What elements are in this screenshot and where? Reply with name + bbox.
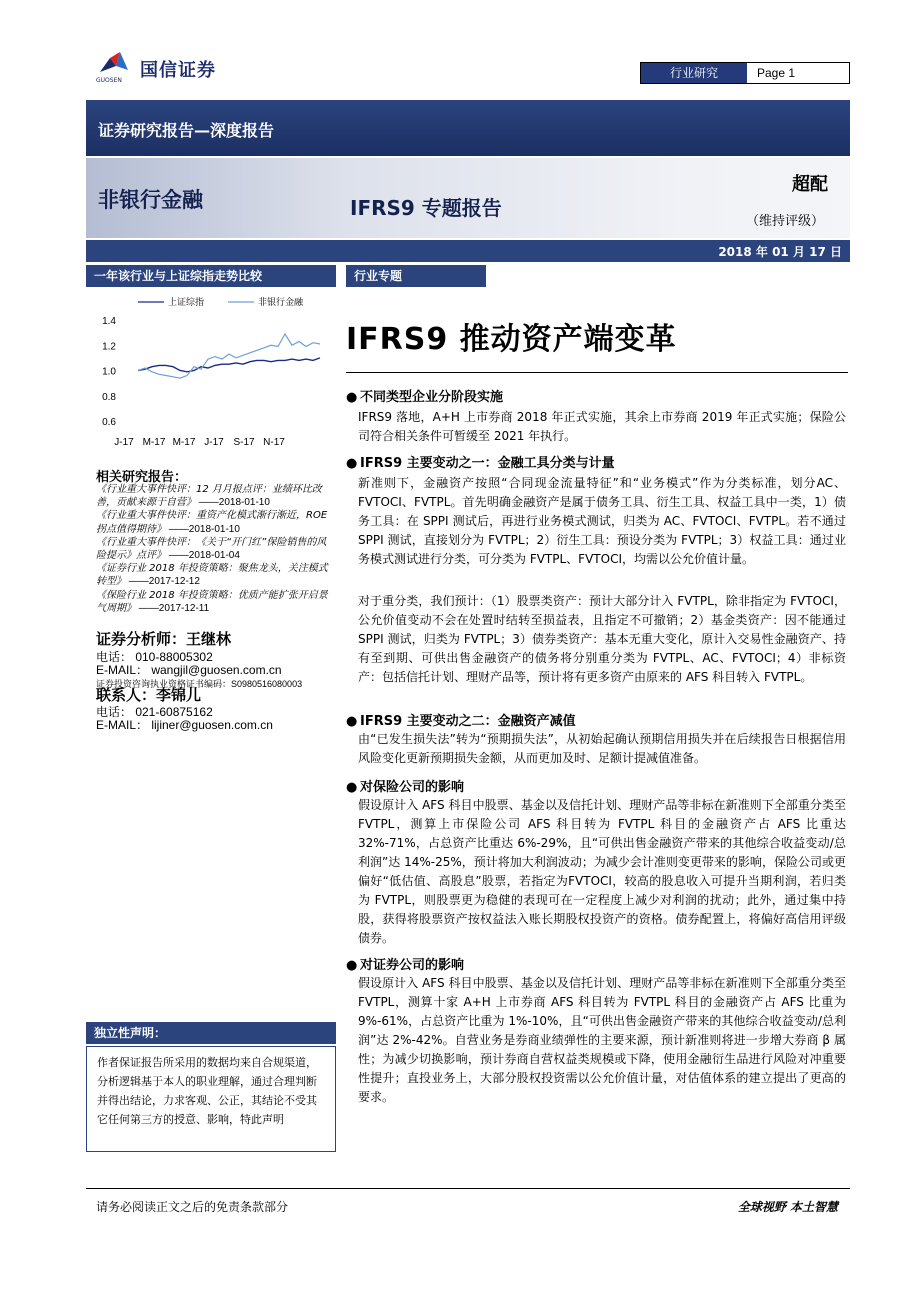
- related-report-title: 《证券行业 2018 年投资策略：聚焦龙头，关注模式转型》: [96, 563, 328, 588]
- x-tick-label: S-17: [233, 437, 255, 448]
- headline: IFRS9 推动资产端变革: [346, 322, 677, 357]
- legend-label: 非银行金融: [258, 298, 304, 308]
- footer-slogan: 全球视野 本土智慧: [737, 1200, 838, 1214]
- chart-title: 一年该行业与上证综指走势比较: [86, 265, 336, 287]
- y-tick-label: 1.2: [102, 341, 116, 353]
- related-report-title: 《行业重大事件快评：《关于“开门红”保险销售的风险提示》点评》: [96, 536, 327, 562]
- related-report-date: ——2018-01-04: [166, 550, 240, 562]
- section-paragraph: 新准则下，金融资产按照“合同现金流量特征”和“业务模式”作为分类标准，划分AC、FVTOCI、FVTPL。首先明确金融资产是属于债务工具、衍生工具、权益工具中一类，1）债务工具：在 SPPI 测试后，再进行业务模式测试，归类为 AC、FVTOCI、FVTPL。若不通过 SPPI 测试，直接划分为 FVTPL；2）衍生工具：预设分类为 FVTPL；3）权益工具：通过业务模式测试进行分类，可分类为 FVTPL、FVTOCI，均需以公允价值计量。: [358, 476, 846, 566]
- section-paragraph: 对于重分类，我们预计：（1）股票类资产：预计大部分计入 FVTPL，除非指定为 FVTOCI，公允价值变动不会在处置时结转至损益表，且指定不可撤销；2）基金类资产：因不能通过 SPPI 测试，归类为 FVTPL；3）债券类资产：基本无重大变化，原计入交易性金融资产、持有至到期、可供出售金融资产的债务将分别重分类为 FVTPL、AC、FVTOCI；4）非标资产：包括信托计划、理财产品等，预计将有更多资产由原来的 AFS 科目转入 FVTPL。: [358, 594, 846, 684]
- sector-name: 非银行金融: [98, 188, 203, 212]
- related-report-item[interactable]: [96, 509, 336, 535]
- bullet-icon: ●: [346, 780, 358, 795]
- contact-line: [96, 688, 346, 702]
- page-info-box: [640, 62, 850, 84]
- contact-phone: 电话： 021-60875162: [96, 705, 213, 719]
- report-type-band: [86, 100, 850, 156]
- related-report-date: ——2017-12-12: [126, 576, 200, 588]
- series-line-sse: [138, 358, 320, 372]
- section-title: 不同类型企业分阶段实施: [360, 390, 504, 405]
- report-category: 行业研究: [641, 63, 747, 83]
- related-report-date: ——2018-01-10: [166, 523, 240, 535]
- legend-label: 上证综指: [168, 298, 205, 308]
- related-reports-list: [96, 483, 336, 615]
- y-tick-label: 0.6: [102, 417, 116, 428]
- section-heading: [346, 954, 464, 973]
- company-logo: [96, 48, 246, 88]
- related-report-item[interactable]: [96, 589, 336, 615]
- analyst-label: 证券分析师：: [96, 630, 187, 648]
- section-title: 对证券公司的影响: [360, 958, 465, 973]
- x-tick-label: J-17: [204, 437, 224, 448]
- contact-label: 联系人：: [96, 686, 157, 704]
- logo-sub: GUOSEN: [96, 77, 122, 84]
- related-report-title: 《保险行业 2018 年投资策略：优质产能扩张开启景气周期》: [96, 589, 328, 614]
- report-date: 2018 年 01 月 17 日: [718, 245, 842, 259]
- footer-divider: [86, 1188, 850, 1189]
- report-title: IFRS9 专题报告: [350, 196, 502, 220]
- related-report-item[interactable]: [96, 483, 336, 509]
- analyst-line: [96, 632, 346, 646]
- section-title: IFRS9 主要变动之二：金融资产减值: [360, 714, 576, 729]
- y-tick-label: 1.4: [102, 316, 116, 327]
- analyst-name: 王继林: [186, 630, 232, 648]
- section-title: 对保险公司的影响: [360, 780, 465, 795]
- x-tick-label: J-17: [114, 437, 134, 448]
- related-report-title: 《行业重大事件快评：12 月月报点评：业绩环比改善，贡献来源于自营》: [96, 484, 322, 509]
- bullet-icon: ●: [346, 958, 358, 973]
- contact-email[interactable]: E-MAIL： lijiner@guosen.com.cn: [96, 718, 273, 732]
- section-heading: [346, 710, 576, 729]
- x-tick-label: N-17: [263, 437, 285, 448]
- related-report-date: ——2017-12-11: [136, 602, 210, 614]
- footer-disclaimer: 请务必阅读正文之后的免责条款部分: [96, 1200, 289, 1214]
- report-type: 证券研究报告—深度报告: [98, 121, 275, 140]
- x-tick-label: M-17: [142, 437, 166, 448]
- disclaimer-title: 独立性声明：: [86, 1022, 336, 1044]
- bullet-icon: ●: [346, 390, 358, 405]
- section-title: IFRS9 主要变动之一：金融工具分类与计量: [360, 456, 615, 471]
- headline-divider: [346, 372, 848, 373]
- y-tick-label: 0.8: [102, 391, 116, 403]
- section-heading: [346, 452, 615, 471]
- analyst-cert: 证券投资咨询执业资格证书编码：S0980516080003: [96, 679, 303, 689]
- analyst-email[interactable]: E-MAIL： wangjil@guosen.com.cn: [96, 663, 282, 677]
- section-paragraph: 假设原计入 AFS 科目中股票、基金以及信托计划、理财产品等非标在新准则下全部重分类至 FVTPL，测算十家 A+H 上市券商 AFS 科目转为 FVTPL 科目的金融资产占 AFS 比重为 9%-61%，占总资产比重为 1%-10%，且“可供出售金融资产带来的其他综合收益变动/总利润”达 2%-42%。自营业务是券商业绩弹性的主要来源，预计新准则将进一步增大券商 β 属性；为减少切换影响，预计券商自营权益类规模或下降，使用金融衍生品进行风险对冲重要性提升；直投业务上，大部分股权投资需以公允价值计量，对估值体系的建立提出了更高的要求。: [358, 976, 846, 1104]
- related-reports-title: 相关研究报告：: [96, 470, 188, 485]
- series-line-sector: [138, 334, 320, 378]
- contact-name: 李锦儿: [156, 686, 202, 704]
- section-paragraph: IFRS9 落地，A+H 上市券商 2018 年正式实施，其余上市券商 2019 年正式实施；保险公司符合相关条件可暂缓至 2021 年执行。: [358, 410, 846, 443]
- related-report-title: 《行业重大事件快评：重资产化模式渐行渐近，ROE 拐点值得期待》: [96, 510, 328, 535]
- rating: 超配: [792, 174, 828, 195]
- x-tick-label: M-17: [172, 437, 196, 448]
- rating-note: （维持评级）: [745, 214, 824, 229]
- bullet-icon: ●: [346, 714, 358, 729]
- section-paragraph: 由“已发生损失法”转为“预期损失法”，从初始起确认预期信用损失并在后续报告日根据信用风险变化更新预期损失金额，从而更加及时、足额计提减值准备。: [358, 732, 846, 765]
- section-heading: [346, 776, 464, 795]
- related-report-item[interactable]: [96, 536, 336, 562]
- page-number: Page 1: [757, 66, 796, 80]
- date-band: [86, 240, 850, 262]
- bullet-icon: ●: [346, 456, 358, 471]
- disclaimer-text: 作者保证报告所采用的数据均来自合规渠道，分析逻辑基于本人的职业理解，通过合理判断并得出结论，力求客观、公正，其结论不受其它任何第三方的授意、影响，特此声明: [86, 1046, 336, 1152]
- y-tick-label: 1.0: [102, 366, 116, 378]
- report-tag: 行业专题: [346, 265, 486, 287]
- section-paragraph: 假设原计入 AFS 科目中股票、基金以及信托计划、理财产品等非标在新准则下全部重分类至 FVTPL，测算上市保险公司 AFS 科目转为 FVTPL 科目的金融资产占 AFS 比重达 32%-71%，占总资产比重达 6%-29%，且“可供出售金融资产带来的其他综合收益变动/总利润”达 14%-25%，预计将加大利润波动；为减少会计准则变更带来的影响，保险公司或更偏好“低估值、高股息”股票，若指定为FVTOCI，较高的股息收入可提升当期利润，若归类为 FVTPL，则股票更为稳健的表现可在一定程度上减少对利润的扰动；此外，通过集中持股，获得将股票资产按权益法入账长期股权投资产的资格。债券配置上，将偏好高信用评级债券。: [358, 798, 846, 945]
- related-report-date: ——2018-01-10: [196, 497, 270, 509]
- logo-name: 国信证券: [140, 60, 216, 81]
- title-band: [86, 158, 850, 238]
- related-report-item[interactable]: [96, 562, 336, 588]
- analyst-phone: 电话： 010-88005302: [96, 650, 213, 664]
- performance-chart: [86, 290, 336, 452]
- section-heading: [346, 386, 503, 405]
